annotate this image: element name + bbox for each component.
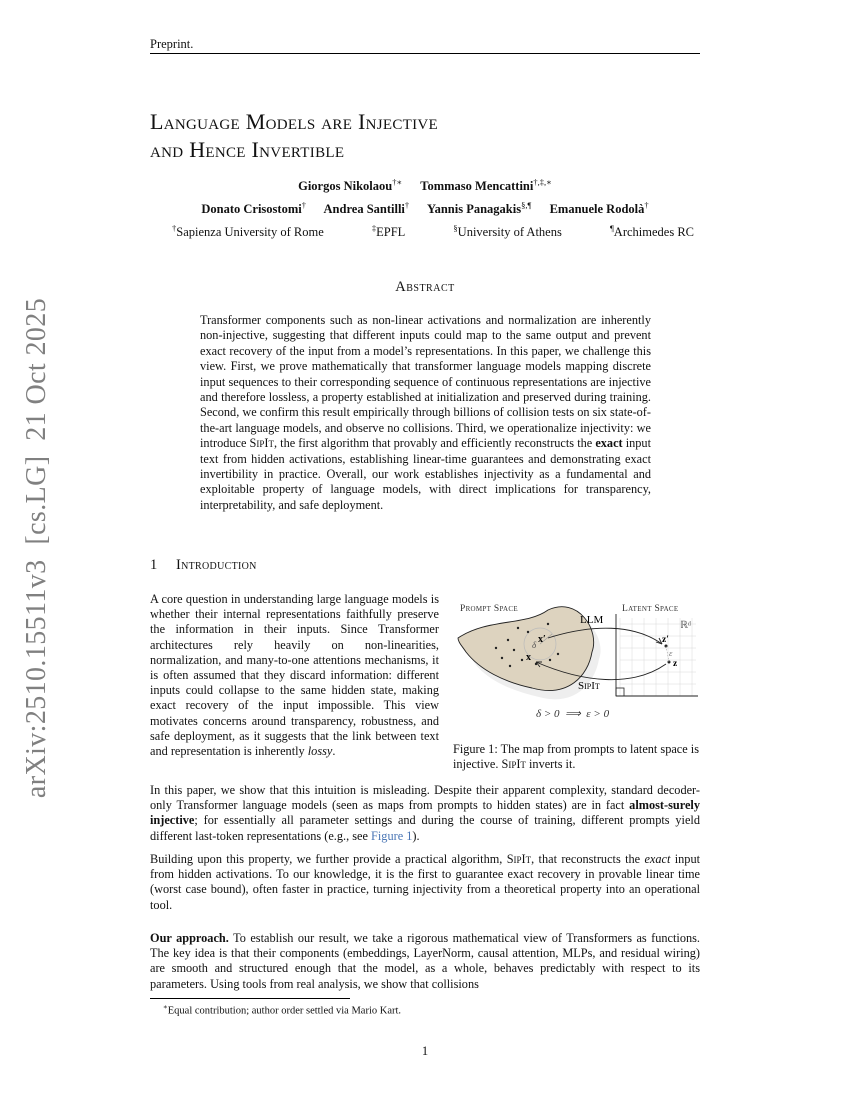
figure-1-caption: Figure 1: The map from prompts to latent space is injective. SipIt inverts it. — [453, 742, 700, 772]
our-approach-paragraph: Our approach. To establish our result, we take a rigorous mathematical view of Transformers as functions. The key idea is that their components (embeddings, LayerNorm, causal attention, MLPs, and residual wiring) are smooth and structured enough that the model, as a whole, behaves predictably with respect to its parameters. Using tools from real analysis, we show that collisions — [150, 931, 701, 991]
footnote-rule — [150, 998, 350, 999]
author-marks: §,¶ — [521, 200, 532, 210]
z-label: z — [673, 659, 678, 669]
emphasis: exact — [644, 852, 671, 866]
author-name: Emanuele Rodolà — [549, 202, 645, 217]
intro-paragraph-1: A core question in understanding large language models is whether their internal representations faithfully preserve the information in their inputs. Since Transformer architectures rely heavily on non-linearities, normalization, and many-to-one attentions mechanisms, it is often assumed that they discard information: different inputs could collapse to the same hidden state, making exact recovery of the input impossible. This view motivates concerns around transparency, robustness, and safe deployment, as it suggests that the link between text and representation is inherently lossy. — [150, 592, 439, 759]
author-row-1 — [150, 177, 700, 194]
prompt-space-blob — [458, 607, 594, 691]
method-name: SipIt — [506, 852, 532, 866]
author-row-2 — [150, 200, 700, 217]
author-name: Andrea Santilli — [323, 202, 405, 217]
affiliation: §University of Athens — [453, 223, 562, 240]
paragraph-lead: Our approach. — [150, 931, 229, 945]
latent-space-label: Latent Space — [622, 604, 679, 614]
author-name: Giorgos Nikolaou — [298, 179, 393, 194]
affiliation: ¶Archimedes RC — [609, 223, 694, 240]
page-number: 1 — [421, 1044, 429, 1058]
affiliation: ‡EPFL — [371, 223, 406, 240]
title-line-1: Language Models are Injective — [150, 109, 439, 134]
x-prime-label: x′ — [538, 634, 546, 645]
prompt-space-label: Prompt Space — [460, 604, 518, 614]
affiliation: †Sapienza University of Rome — [172, 223, 324, 240]
intro-paragraph-3: Building upon this property, we further provide a practical algorithm, SipIt, that reconstructs the exact input from hidden activations. To our knowledge, it is the first to guarantee exact recovery in provable linear time (worst case bound), often faster in practice, turning injectivity from a theoretical property into an operational tool. — [150, 852, 701, 912]
affiliations — [150, 223, 700, 240]
paper-title — [150, 108, 438, 164]
z-prime-label: z′ — [662, 635, 669, 645]
section-title: Introduction — [176, 557, 257, 573]
arxiv-identifier-stamp: arXiv:2510.15511v3 [cs.LG] 21 Oct 2025 — [21, 297, 52, 799]
intro-paragraph-2: In this paper, we show that this intuition is misleading. Despite their apparent complexity, standard decoder-only Transformer language models (seen as maps from prompts to hidden states) are in fact almost-surely injective; for essentially all parameter settings and during the course of training, different prompts yield different last-token representations (e.g., see Figure 1). — [150, 783, 700, 843]
epsilon-label: ε — [669, 648, 673, 658]
sipit-label: SipIt — [578, 680, 600, 692]
abstract-heading: Abstract — [395, 279, 455, 295]
title-line-2: and Hence Invertible — [150, 137, 345, 162]
method-name: SipIt — [249, 436, 274, 451]
implication-formula: δ > 0 ⟹ ε > 0 — [536, 708, 610, 720]
delta-label: δ — [532, 640, 537, 650]
emphasis: almost-surely injective — [150, 798, 700, 828]
author-marks: † — [301, 200, 306, 210]
author-name: Tommaso Mencattini — [420, 179, 534, 194]
author-marks: † — [404, 200, 410, 210]
author-name: Yannis Panagakis — [426, 202, 522, 217]
footnote: ∗Equal contribution; author order settled via Mario Kart. — [163, 1003, 402, 1017]
emphasis: lossy — [307, 744, 333, 759]
figure-1-link[interactable]: Figure 1 — [371, 828, 413, 843]
header-rule — [150, 53, 700, 54]
abstract-body: Transformer components such as non-linear activations and normalization are inherently non-injective, suggesting that different inputs could map to the same output and prevent exact recovery of the input from a model’s representations. In this paper, we challenge this view. First, we prove mathematically that transformer language models mapping discrete input sequences to their corresponding sequence of continuous representations are injective and therefore lossless, a property established at initialization and preserved during training. Second, we confirm this result empirically through billions of collision tests on six state-of-the-art language models, and observe no collisions. Third, we operationalize injectivity: we introduce SipIt, the first algorithm that provably and efficiently reconstructs the exact input text from hidden activations, establishing linear-time guarantees and demonstrating exact invertibility in practice. Overall, our work establishes injectivity as a fundamental and exploitable property of language models, with direct implications for transparency, interpretability, and safe deployment. — [200, 313, 651, 512]
author-name: Donato Crisostomi — [201, 202, 302, 217]
author-marks: † — [644, 200, 649, 210]
running-header: Preprint. — [150, 37, 194, 51]
author-marks: †∗ — [392, 177, 403, 187]
rd-label: ℝᵈ — [680, 620, 692, 631]
author-marks: †,‡,∗ — [533, 177, 552, 187]
llm-label: LLM — [580, 614, 604, 626]
method-name: SipIt — [501, 757, 526, 772]
section-heading — [150, 557, 257, 574]
section-number: 1 — [150, 557, 158, 573]
emphasis: exact — [595, 436, 623, 451]
x-label: x — [526, 652, 531, 663]
